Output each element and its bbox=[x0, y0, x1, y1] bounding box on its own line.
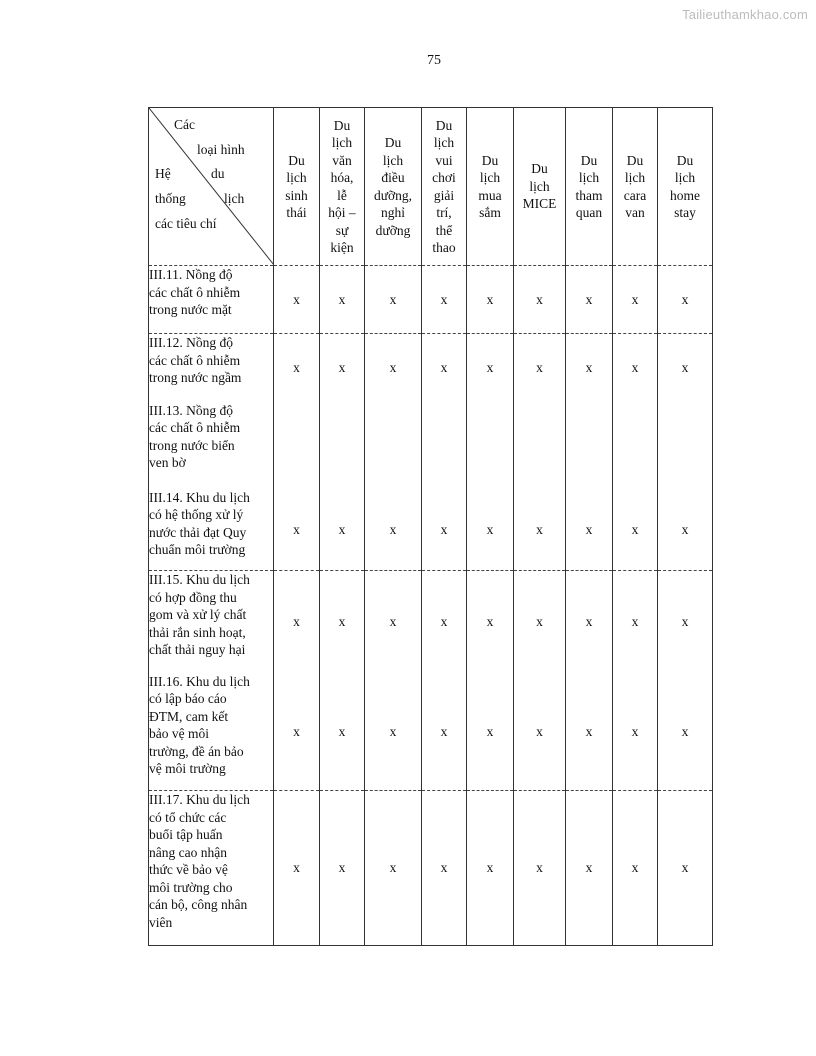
column-header-line: mua bbox=[478, 187, 502, 203]
criterion-line: III.17. Khu du lịch bbox=[149, 792, 250, 807]
column-header-line: Du bbox=[531, 161, 548, 177]
criterion-cell bbox=[149, 334, 274, 402]
column-header-line: lịch bbox=[331, 135, 353, 150]
column-header-line: sự bbox=[335, 222, 349, 238]
mark-cell: x bbox=[613, 266, 658, 334]
column-header-line: dưỡng, bbox=[373, 187, 413, 203]
column-header-line: chơi bbox=[432, 170, 456, 185]
mark-cell: x bbox=[514, 489, 566, 571]
page-number: 75 bbox=[427, 53, 441, 68]
mark-cell: x bbox=[613, 571, 658, 673]
criterion-cell bbox=[149, 791, 274, 946]
criterion-line: các chất ô nhiễm bbox=[149, 352, 241, 368]
mark-cell: x bbox=[566, 673, 613, 791]
column-header-line: lịch bbox=[624, 170, 646, 185]
criterion-cell bbox=[149, 673, 274, 791]
criterion-line: trường, đề án bảo bbox=[149, 743, 244, 759]
mark-cell bbox=[365, 402, 422, 489]
mark-cell: x bbox=[658, 266, 713, 334]
criterion-line: trong nước biển bbox=[149, 437, 235, 453]
mark-cell: x bbox=[422, 791, 467, 946]
criterion-line: ven bờ bbox=[149, 455, 186, 470]
column-header-line: thái bbox=[286, 205, 307, 220]
column-header-line: cara bbox=[623, 187, 647, 203]
criterion-line: bảo vệ môi bbox=[149, 726, 209, 741]
criterion-line: có lập báo cáo bbox=[149, 691, 227, 706]
criterion-line: buổi tập huấn bbox=[149, 827, 223, 842]
mark-cell: x bbox=[467, 791, 514, 946]
column-header-line: trí, bbox=[436, 205, 452, 220]
criterion-line: III.12. Nồng độ bbox=[149, 335, 233, 350]
criterion-cell bbox=[149, 489, 274, 571]
criterion-line: gom và xử lý chất bbox=[149, 607, 247, 622]
column-header-line: stay bbox=[674, 205, 696, 220]
column-header-line: thể bbox=[435, 222, 453, 238]
mark-cell: x bbox=[566, 334, 613, 402]
mark-cell: x bbox=[274, 791, 320, 946]
mark-cell: x bbox=[613, 673, 658, 791]
mark-cell: x bbox=[658, 673, 713, 791]
column-header-line: lễ bbox=[337, 187, 347, 203]
column-header-line: lịch bbox=[674, 170, 696, 185]
criterion-line: III.16. Khu du lịch bbox=[149, 673, 250, 689]
column-header-line: kiện bbox=[330, 240, 354, 255]
column-header-line: van bbox=[625, 205, 645, 220]
table-row bbox=[149, 571, 713, 673]
criterion-line: có hợp đồng thu bbox=[149, 589, 237, 605]
table-row bbox=[149, 402, 713, 489]
column-header-line: lịch bbox=[578, 170, 600, 185]
mark-cell: x bbox=[422, 571, 467, 673]
column-header-line: hóa, bbox=[330, 170, 354, 185]
table-row bbox=[149, 334, 713, 402]
criterion-line: viên bbox=[149, 914, 173, 930]
column-header-line: Du bbox=[435, 117, 453, 133]
column-header-line: lịch bbox=[529, 178, 550, 194]
mark-cell: x bbox=[613, 334, 658, 402]
mark-cell: x bbox=[320, 673, 365, 791]
column-header-line: lịch bbox=[286, 170, 307, 185]
criteria-table bbox=[148, 107, 713, 946]
mark-cell: x bbox=[320, 571, 365, 673]
mark-cell: x bbox=[274, 266, 320, 334]
mark-cell bbox=[658, 402, 713, 489]
column-header-line: Du bbox=[481, 152, 499, 168]
mark-cell: x bbox=[514, 571, 566, 673]
column-header-line: Du bbox=[288, 152, 305, 168]
column-header-mice bbox=[514, 108, 566, 266]
mark-cell bbox=[274, 402, 320, 489]
column-header-line: Du bbox=[626, 152, 644, 168]
mark-cell: x bbox=[613, 489, 658, 571]
corner-label-system-line3: các tiêu chí bbox=[155, 216, 217, 231]
corner-label-system-line2a: thống bbox=[155, 191, 186, 206]
column-header-line: lịch bbox=[479, 170, 501, 185]
mark-cell: x bbox=[658, 334, 713, 402]
corner-label-system-line1b: du bbox=[211, 166, 225, 181]
column-header-line: lịch bbox=[382, 152, 404, 168]
corner-label-type-line2: loại hình bbox=[197, 142, 245, 157]
column-header-line: nghỉ bbox=[380, 205, 405, 220]
header-row bbox=[149, 108, 713, 266]
mark-cell: x bbox=[365, 791, 422, 946]
column-header-line: Du bbox=[384, 135, 402, 150]
mark-cell: x bbox=[422, 489, 467, 571]
criterion-line: môi trường cho bbox=[149, 879, 233, 895]
corner-header-cell bbox=[149, 108, 274, 266]
criterion-line: cán bộ, công nhân bbox=[149, 897, 248, 912]
mark-cell: x bbox=[320, 334, 365, 402]
mark-cell: x bbox=[467, 571, 514, 673]
column-header-line: văn bbox=[332, 152, 352, 168]
column-header-caravan bbox=[613, 108, 658, 266]
criterion-line: III.15. Khu du lịch bbox=[149, 572, 250, 587]
column-header-line: hội – bbox=[328, 205, 356, 220]
table-row bbox=[149, 673, 713, 791]
mark-cell bbox=[566, 402, 613, 489]
mark-cell: x bbox=[658, 571, 713, 673]
column-header-eco bbox=[274, 108, 320, 266]
criterion-line: ĐTM, cam kết bbox=[149, 708, 229, 724]
mark-cell: x bbox=[422, 673, 467, 791]
column-header-line: thao bbox=[432, 240, 456, 255]
table-row bbox=[149, 791, 713, 946]
mark-cell: x bbox=[514, 673, 566, 791]
mark-cell: x bbox=[320, 791, 365, 946]
criterion-line: nâng cao nhận bbox=[149, 844, 227, 860]
mark-cell: x bbox=[365, 673, 422, 791]
criterion-line: III.13. Nồng độ bbox=[149, 402, 233, 418]
column-header-resort bbox=[365, 108, 422, 266]
mark-cell: x bbox=[467, 673, 514, 791]
column-header-shopping bbox=[467, 108, 514, 266]
column-header-line: lịch bbox=[433, 135, 455, 150]
mark-cell: x bbox=[365, 571, 422, 673]
criterion-line: các chất ô nhiễm bbox=[149, 420, 241, 435]
table-row bbox=[149, 489, 713, 571]
criterion-line: thải rắn sinh hoạt, bbox=[149, 624, 246, 640]
criterion-cell bbox=[149, 571, 274, 673]
corner-label-system-line2b: lịch bbox=[224, 191, 245, 206]
column-header-sightseeing bbox=[566, 108, 613, 266]
corner-label-system-line1a: Hệ bbox=[155, 166, 171, 181]
criterion-line: chuẩn môi trường bbox=[149, 542, 246, 557]
column-header-line: sinh bbox=[285, 187, 308, 203]
column-header-line: vui bbox=[435, 152, 453, 168]
column-header-line: quan bbox=[575, 205, 603, 220]
criterion-line: trong nước mặt bbox=[149, 302, 232, 317]
table-row bbox=[149, 266, 713, 334]
corner-label-type-line1: Các bbox=[174, 117, 195, 132]
column-header-line: Du bbox=[333, 117, 351, 133]
mark-cell: x bbox=[467, 489, 514, 571]
mark-cell: x bbox=[274, 571, 320, 673]
mark-cell: x bbox=[422, 266, 467, 334]
criterion-line: trong nước ngầm bbox=[149, 370, 242, 385]
column-header-line: tham bbox=[575, 187, 603, 203]
mark-cell: x bbox=[467, 266, 514, 334]
mark-cell: x bbox=[365, 266, 422, 334]
mark-cell: x bbox=[566, 571, 613, 673]
mark-cell: x bbox=[365, 334, 422, 402]
criterion-line: III.14. Khu du lịch bbox=[149, 489, 250, 505]
column-header-line: điều bbox=[381, 170, 405, 185]
column-header-line: giải bbox=[433, 187, 455, 203]
mark-cell: x bbox=[422, 334, 467, 402]
mark-cell: x bbox=[658, 791, 713, 946]
mark-cell: x bbox=[274, 673, 320, 791]
mark-cell bbox=[320, 402, 365, 489]
criterion-line: chất thải nguy hại bbox=[149, 642, 246, 657]
mark-cell: x bbox=[566, 489, 613, 571]
criterion-line: thức về bảo vệ bbox=[149, 862, 228, 877]
mark-cell bbox=[467, 402, 514, 489]
mark-cell: x bbox=[320, 489, 365, 571]
mark-cell: x bbox=[658, 489, 713, 571]
mark-cell: x bbox=[467, 334, 514, 402]
mark-cell: x bbox=[613, 791, 658, 946]
mark-cell: x bbox=[274, 334, 320, 402]
column-header-line: dưỡng bbox=[375, 222, 411, 238]
column-header-homestay bbox=[658, 108, 713, 266]
mark-cell bbox=[613, 402, 658, 489]
column-header-entertainment bbox=[422, 108, 467, 266]
mark-cell bbox=[514, 402, 566, 489]
criterion-line: có hệ thống xử lý bbox=[149, 507, 244, 522]
criterion-line: vệ môi trường bbox=[149, 761, 226, 776]
criterion-line: có tổ chức các bbox=[149, 809, 227, 825]
mark-cell: x bbox=[566, 266, 613, 334]
criterion-cell bbox=[149, 266, 274, 334]
diagonal-line bbox=[149, 108, 274, 265]
column-header-line: MICE bbox=[522, 196, 557, 212]
mark-cell: x bbox=[365, 489, 422, 571]
mark-cell: x bbox=[274, 489, 320, 571]
mark-cell: x bbox=[514, 266, 566, 334]
column-header-line: Du bbox=[676, 152, 694, 168]
mark-cell bbox=[422, 402, 467, 489]
mark-cell: x bbox=[566, 791, 613, 946]
criterion-line: III.11. Nồng độ bbox=[149, 267, 233, 282]
watermark: Tailieuthamkhao.com bbox=[682, 7, 808, 22]
mark-cell: x bbox=[514, 791, 566, 946]
column-header-culture bbox=[320, 108, 365, 266]
criterion-line: nước thải đạt Quy bbox=[149, 524, 247, 540]
mark-cell: x bbox=[320, 266, 365, 334]
column-header-line: home bbox=[670, 187, 700, 203]
criterion-cell bbox=[149, 402, 274, 489]
column-header-line: sắm bbox=[479, 205, 501, 220]
criterion-line: các chất ô nhiễm bbox=[149, 284, 241, 300]
mark-cell: x bbox=[514, 334, 566, 402]
column-header-line: Du bbox=[580, 152, 598, 168]
